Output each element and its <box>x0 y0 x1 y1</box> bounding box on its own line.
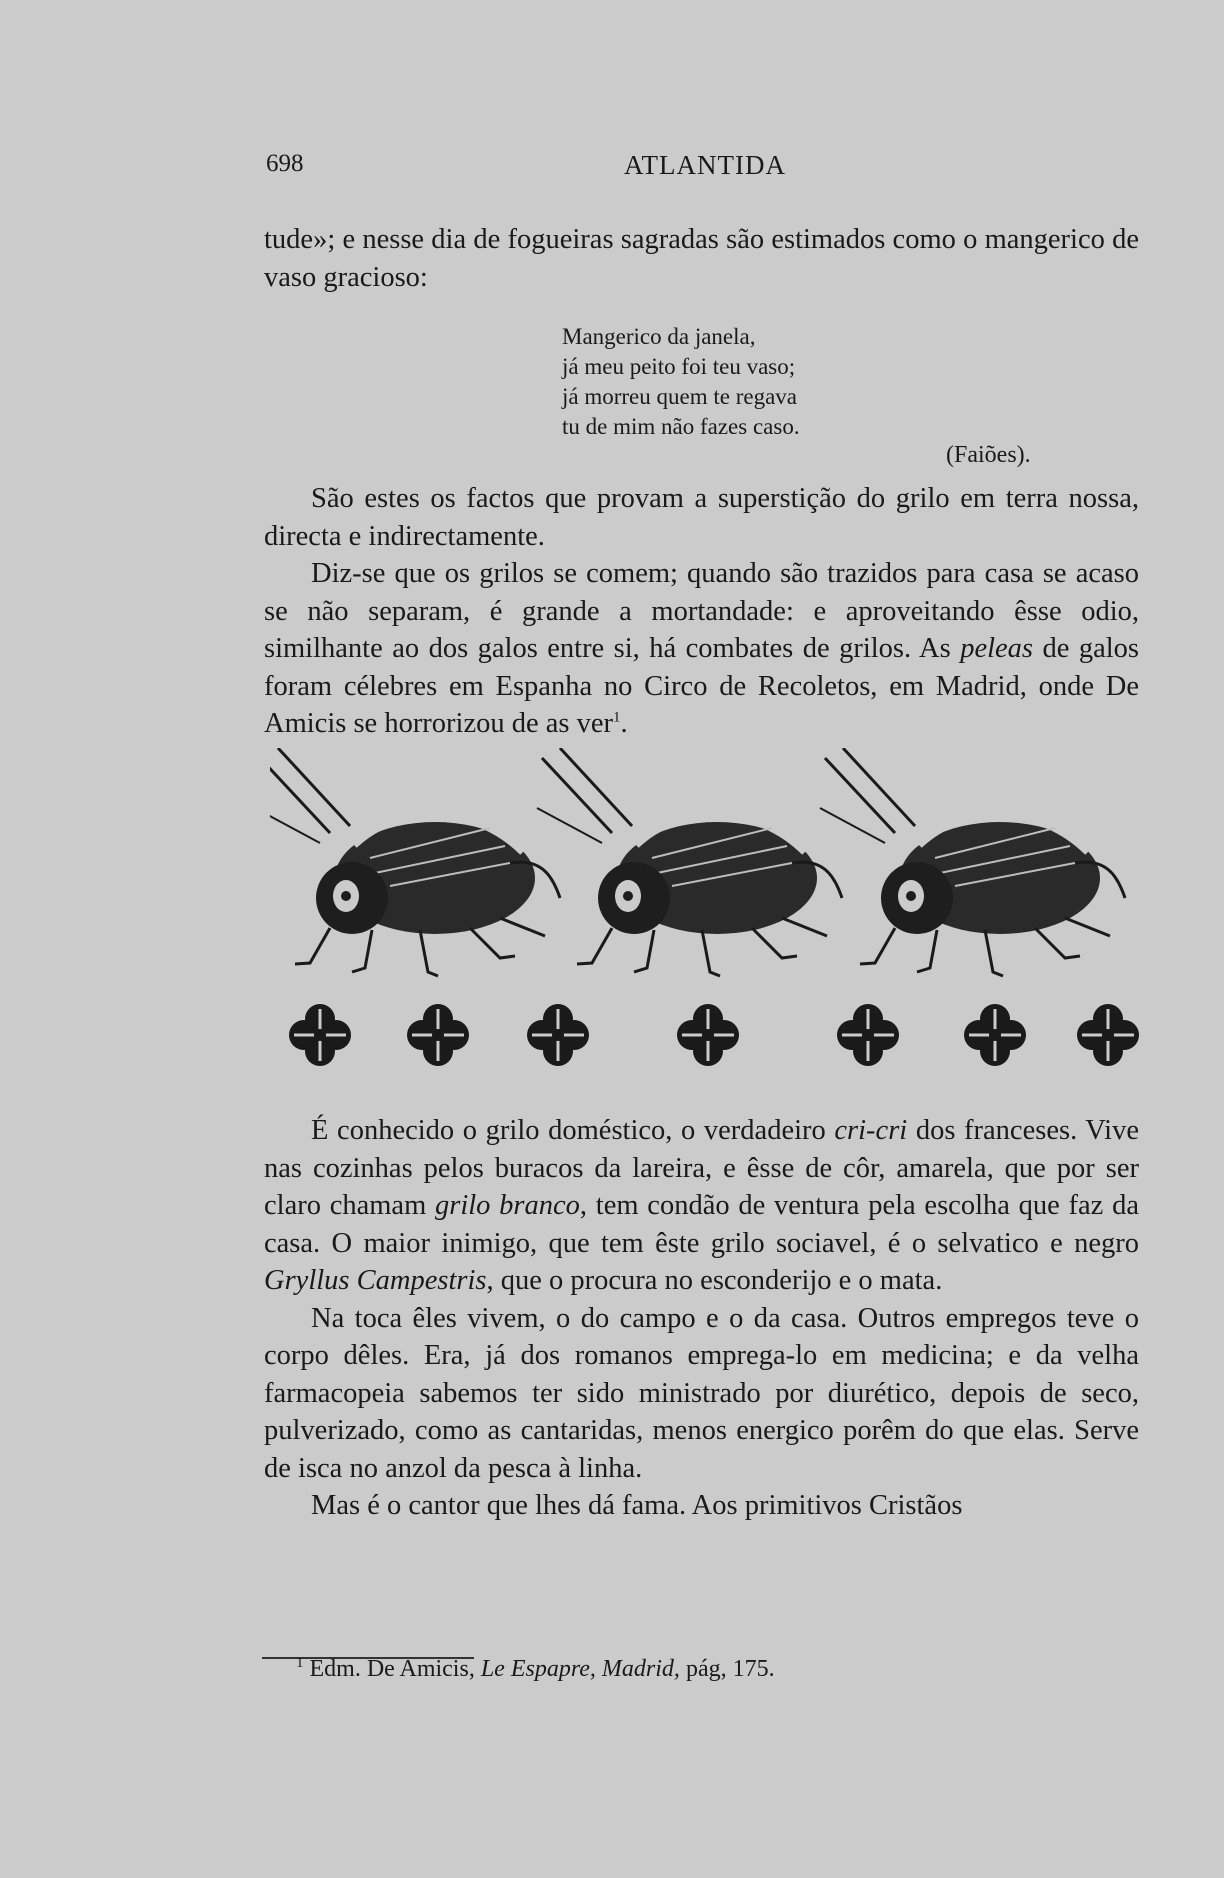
cross-pattee-icon <box>527 1004 589 1066</box>
footnote-reference: 1 <box>613 709 621 726</box>
cross-pattee-icon <box>1077 1004 1139 1066</box>
cross-pattee-icon <box>289 1004 351 1066</box>
verse-line: já meu peito foi teu vaso; <box>562 354 796 379</box>
paragraph-cricket-fights: Diz-se que os grilos se comem; quando são trazidos para casa se acaso se não separam, é grande a mortandade: e aproveitando êsse odio, similhante ao dos galos entre si, há combates de grilos. As peleas de galos foram célebres em Espanha no Circo de Recoletos, em Madrid, onde De Amicis se horrorizou de as ver$^1$. <box>264 558 1139 739</box>
cross-pattee-icon <box>407 1004 469 1066</box>
paragraph-singer: Mas é o cantor que lhes dá fama. Aos primitivos Cristãos <box>311 1490 963 1521</box>
crickets-illustration <box>270 748 1150 1078</box>
main-text-lower <box>264 1112 1139 1525</box>
footnote: $^1$ Edm. De Amicis, Le Espapre, Madrid, pág, 175. <box>296 1655 775 1682</box>
intro-paragraph <box>264 221 1139 296</box>
page-header <box>0 150 1224 190</box>
cricket-icon <box>820 748 1125 976</box>
cricket-icon <box>537 748 842 976</box>
paragraph-uses: Na toca êles vivem, o do campo e o da casa. Outros empregos teve o corpo dêles. Era, já dos romanos emprega-lo em medicina; e da velha farmacopeia sabemos ter sido ministrado por diurético, depois de seco, pulverizado, como as cantaridas, menos energico porêm do que elas. Serve de isca no anzol da pesca à linha. <box>264 1302 1139 1484</box>
paragraph-house-cricket: É conhecido o grilo doméstico, o verdadeiro cri-cri dos franceses. Vive nas cozinhas pelos buracos da lareira, e êsse de côr, amarela, que por ser claro chamam grilo branco, tem condão de ventura pela escolha que faz da casa. O maior inimigo, que tem êste grilo sociavel, é o selvatico e negro Gryllus Campestris, que o procura no esconderijo e o mata. <box>264 1115 1139 1296</box>
intro-text: tude»; e nesse dia de fogueiras sagradas são estimados como o mangerico de vaso gracioso: <box>264 224 1139 293</box>
page-number: 698 <box>266 150 304 177</box>
verse-quatrain <box>562 322 800 442</box>
verse-line: tu de mim não fazes caso. <box>562 414 800 439</box>
footnote-marker: 1 <box>296 1655 304 1671</box>
verse-line: Mangerico da janela, <box>562 324 756 349</box>
paragraph-superstition: São estes os factos que provam a superstição do grilo em terra nossa, directa e indirectamente. <box>264 483 1139 552</box>
verse-line: já morreu quem te regava <box>562 384 797 409</box>
running-title: ATLANTIDA <box>624 150 786 180</box>
verse-attribution: (Faiões). <box>946 442 1031 468</box>
main-text-upper <box>264 480 1139 743</box>
cross-pattee-icon <box>964 1004 1026 1066</box>
cross-pattee-icon <box>837 1004 899 1066</box>
cricket-icon <box>270 748 560 976</box>
cross-pattee-icon <box>677 1004 739 1066</box>
